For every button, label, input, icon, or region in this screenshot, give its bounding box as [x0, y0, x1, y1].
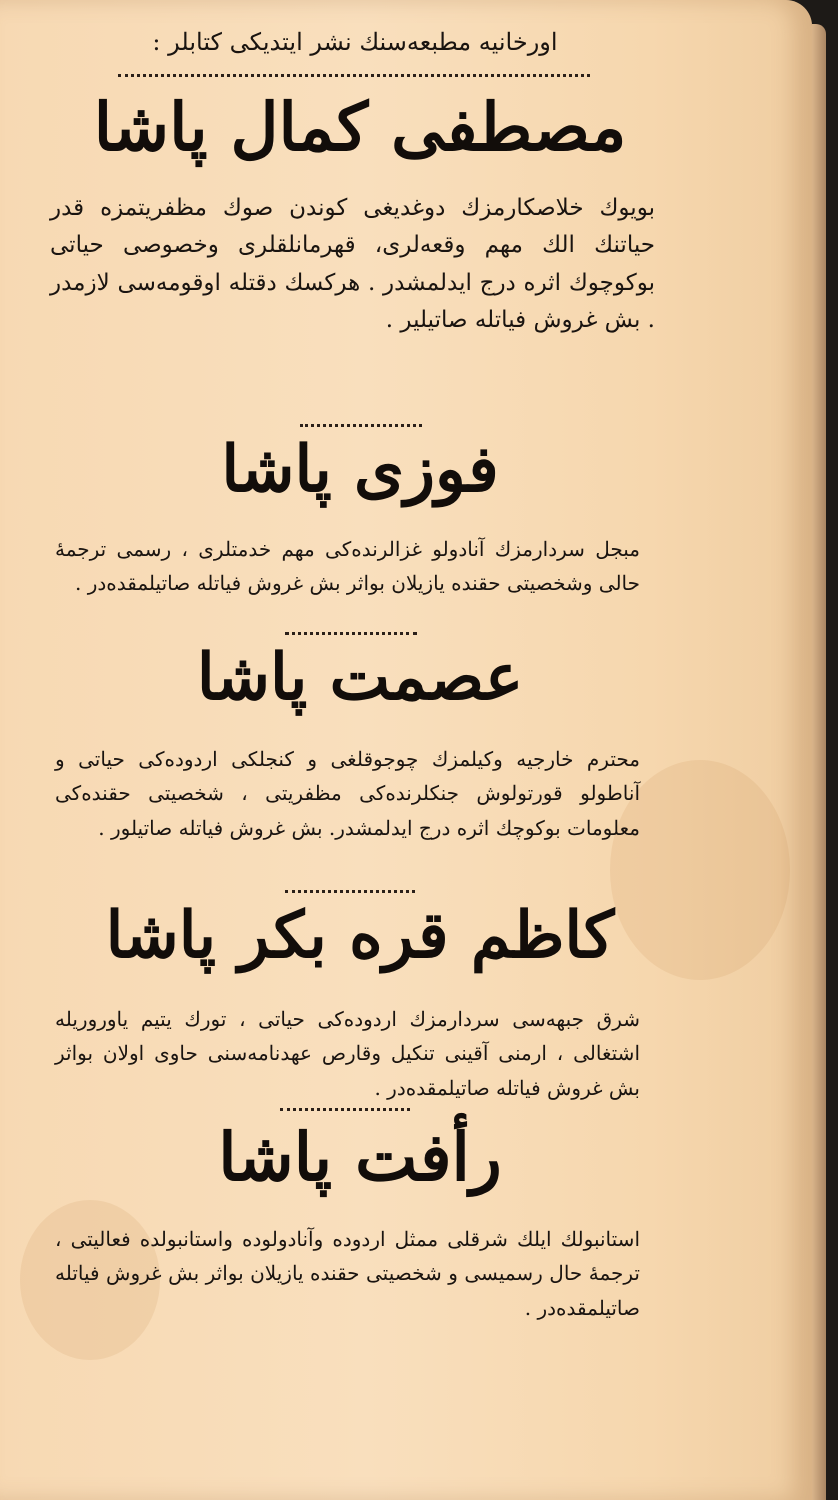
- section-text-fevzi: مبجل سردارمزك آنادولو غزالرنده‌کی مهم خدمتلری ، رسمی ترجمهٔ حالی وشخصیتی حقنده یازیلان بواثر بش غروش فیاتله صاتیلمقده‌در .: [55, 537, 640, 596]
- header-dotted-rule: [118, 74, 590, 77]
- section-divider: [285, 632, 417, 635]
- page-header: اورخانیه مطبعه‌سنك نشر ایتدیکی کتابلر :: [152, 28, 558, 56]
- section-title-ismet: عصمت پاشا: [196, 640, 524, 715]
- section-title-kazim-karabekir: کاظم قره بکر پاشا: [105, 898, 615, 973]
- section-text-mustafa-kemal: بویوك خلاصکارمزك دوغدیغی کوندن صوك مظفریتمزه قدر حیاتنك الك مهم وقعه‌لری، قهرمانلقلری وخصوصی حیاتی بوکوچوك اثره درج ایدلمشدر . هرکسك دقتله اوقومه‌سی لازمدر . بش غروش فیاتله صاتیلیر .: [50, 195, 655, 333]
- section-text-ismet: محترم خارجیه وکیلمزك چوجوقلغی و کنجلکی اردوده‌کی حیاتی و آناطولو قورتولوش جنکلرنده‌کی مظفریتی ، شخصیتی حقنده‌کی معلومات بوکوچك اثره درج ایدلمشدر. بش غروش فیاتله صاتیلور .: [55, 747, 640, 840]
- section-text-refet: استانبولك ایلك شرقلی ممثل اردوده وآنادولوده واستانبولده فعالیتی ، ترجمهٔ حال رسمیسی و شخصیتی حقنده یازیلان بواثر بش غروش فیاتله صاتیلمقده‌در .: [55, 1227, 640, 1320]
- page-edge: [812, 24, 826, 1500]
- section-text-kazim-karabekir: شرق جبهه‌سی سردارمزك اردوده‌کی حیاتی ، تورك یتیم یاوروریله اشتغالی ، ارمنی آقینی تنکیل وقارص عهدنامه‌سنی حاوی اولان بواثر بش غروش فیاتله صاتیلمقده‌در .: [55, 1007, 640, 1100]
- section-divider: [300, 424, 422, 427]
- section-divider: [280, 1108, 410, 1111]
- section-title-refet: رأفت پاشا: [218, 1118, 502, 1196]
- section-divider: [285, 890, 415, 893]
- section-title-mustafa-kemal: مصطفی کمال پاشا: [93, 88, 627, 166]
- section-title-fevzi: فوزی پاشا: [221, 432, 499, 507]
